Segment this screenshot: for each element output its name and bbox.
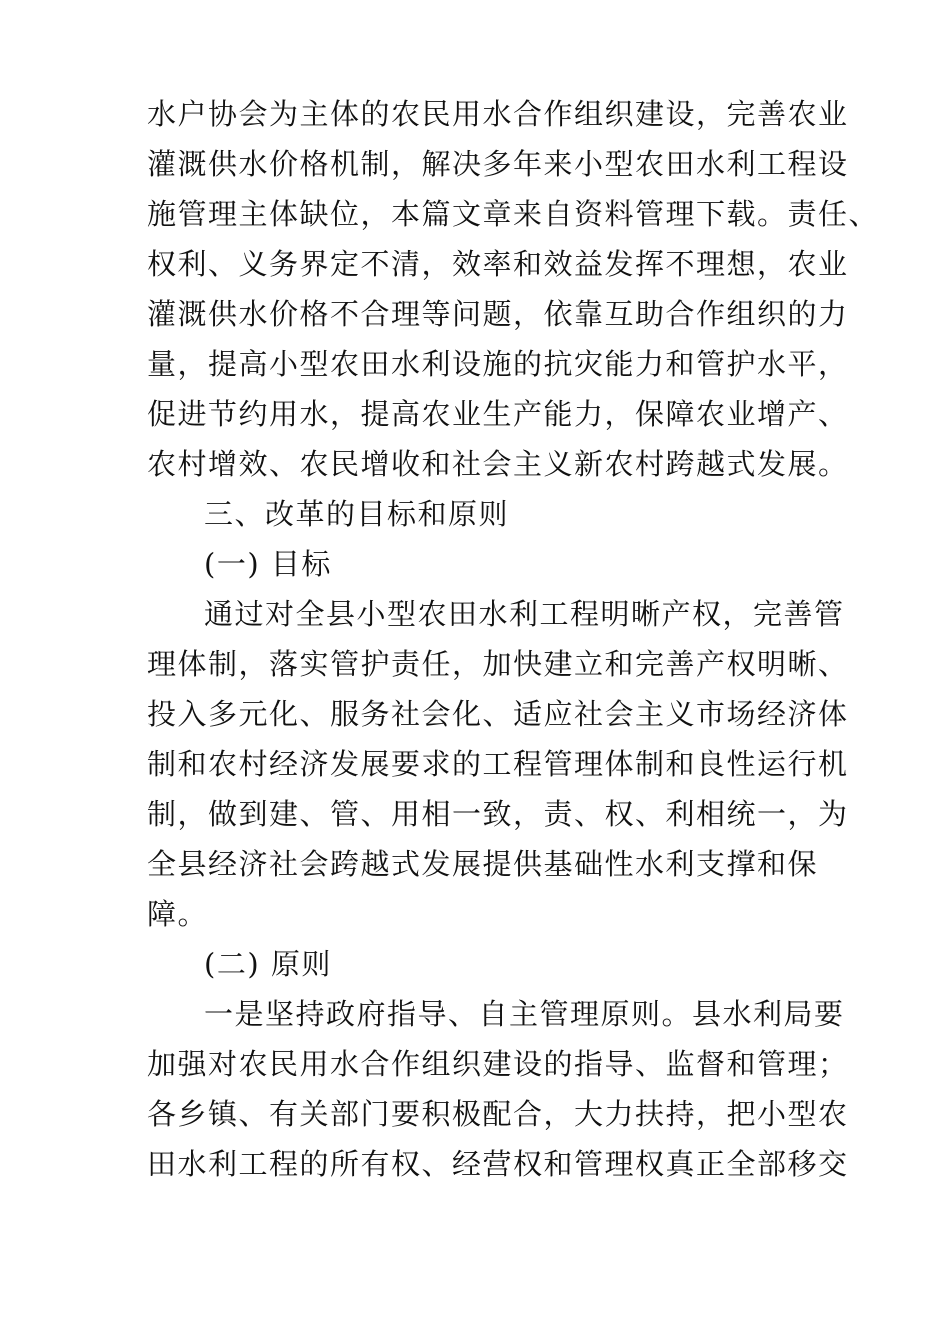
subsection-heading: (二) 原则 xyxy=(204,947,332,981)
paragraph-line: 一是坚持政府指导、自主管理原则。县水利局要 xyxy=(204,997,845,1031)
paragraph-line: 灌溉供水价格机制，解决多年来小型农田水利工程设 xyxy=(147,147,849,181)
paragraph-line: 加强对农民用水合作组织建设的指导、监督和管理； xyxy=(147,1047,849,1081)
section-heading: 三、改革的目标和原则 xyxy=(204,497,510,531)
paragraph-line: 农村增效、农民增收和社会主义新农村跨越式发展。 xyxy=(147,447,849,481)
paragraph-line: 权利、义务界定不清，效率和效益发挥不理想，农业 xyxy=(147,247,849,281)
paragraph-line: 施管理主体缺位，本篇文章来自资料管理下载。责任、 xyxy=(147,197,880,231)
paragraph-line: 制和农村经济发展要求的工程管理体制和良性运行机 xyxy=(147,747,849,781)
paragraph-line: 量，提高小型农田水利设施的抗灾能力和管护水平， xyxy=(147,347,849,381)
paragraph-line: 通过对全县小型农田水利工程明晰产权，完善管 xyxy=(204,597,845,631)
subsection-heading: (一) 目标 xyxy=(204,547,332,581)
paragraph-line: 全县经济社会跨越式发展提供基础性水利支撑和保 xyxy=(147,847,819,881)
paragraph-line: 理体制，落实管护责任，加快建立和完善产权明晰、 xyxy=(147,647,849,681)
paragraph-line: 水户协会为主体的农民用水合作组织建设，完善农业 xyxy=(147,97,849,131)
paragraph-line: 促进节约用水，提高农业生产能力，保障农业增产、 xyxy=(147,397,849,431)
paragraph-line: 灌溉供水价格不合理等问题，依靠互助合作组织的力 xyxy=(147,297,849,331)
paragraph-line: 各乡镇、有关部门要积极配合，大力扶持，把小型农 xyxy=(147,1097,849,1131)
paragraph-line: 障。 xyxy=(147,897,209,931)
paragraph-line: 田水利工程的所有权、经营权和管理权真正全部移交 xyxy=(147,1147,849,1181)
paragraph-line: 制，做到建、管、用相一致，责、权、利相统一，为 xyxy=(147,797,849,831)
paragraph-line: 投入多元化、服务社会化、适应社会主义市场经济体 xyxy=(147,697,849,731)
